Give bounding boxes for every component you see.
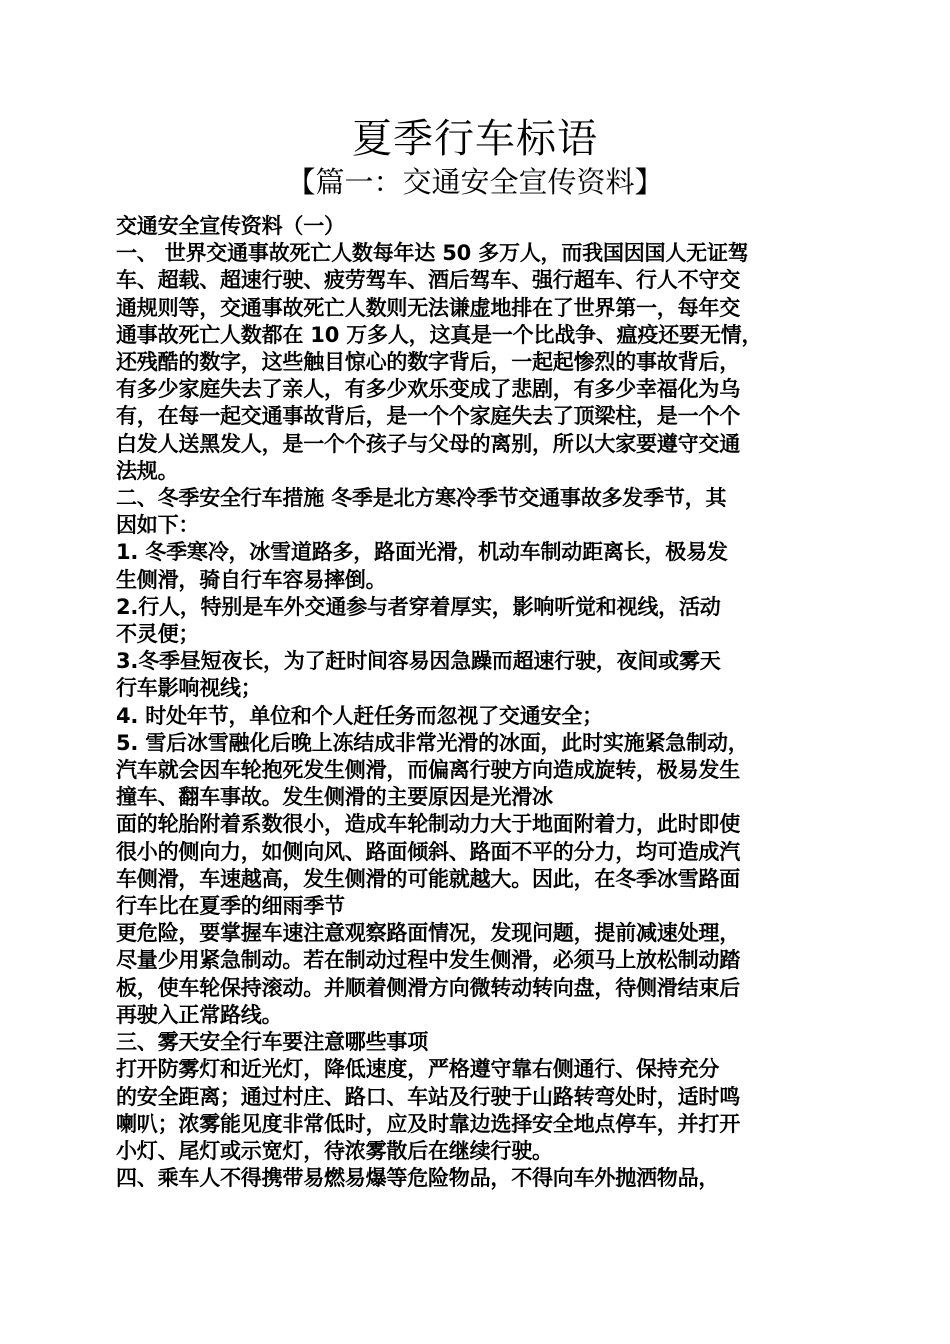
body-line: 法规。 (116, 458, 179, 483)
body-line: 车、超载、超速行驶、疲劳驾车、酒后驾车、强行超车、行人不守交 (116, 268, 740, 293)
body-line: 撞车、翻车事故。发生侧滑的主要原因是光滑冰 (116, 785, 553, 810)
body-line: 有，在每一起交通事故背后，是一个个家庭失去了顶梁柱，是一个个 (116, 404, 740, 429)
body-line: 很小的侧向力，如侧向风、路面倾斜、路面不平的分力，均可造成汽 (116, 839, 740, 864)
body-line: 还残酷的数字，这些触目惊心的数字背后，一起起惨烈的事故背后， (116, 350, 740, 375)
body-line: 的安全距离；通过村庄、路口、车站及行驶于山路转弯处时，适时鸣 (116, 1084, 740, 1109)
body-line: 行车影响视线； (116, 676, 262, 701)
body-line: 再驶入正常路线。 (116, 1002, 283, 1027)
body-line: 小灯、尾灯或示宽灯，待浓雾散后在继续行驶。 (116, 1138, 553, 1163)
body-line: 白发人送黑发人，是一个个孩子与父母的离别，所以大家要遵守交通 (116, 431, 740, 456)
document-subtitle: 【篇一：交通安全宣传资料】 (286, 165, 664, 199)
body-line: 板，使车轮保持滚动。并顺着侧滑方向微转动转向盘，待侧滑结束后 (116, 975, 740, 1000)
body-line: 交通安全宣传资料（一） (116, 214, 345, 238)
body-line: 行车比在夏季的细雨季节 (116, 894, 345, 919)
body-line: 汽车就会因车轮抱死发生侧滑，而偏离行驶方向造成旋转，极易发生 (116, 758, 740, 783)
document-body (116, 213, 836, 1192)
body-line: 三、雾天安全行车要注意哪些事项 (116, 1030, 428, 1055)
body-line: 通事故死亡人数都在 10 万多人，这真是一个比战争、瘟疫还要无情， (116, 322, 763, 347)
body-line: 因如下： (116, 513, 200, 538)
body-line: 5. 雪后冰雪融化后晚上冻结成非常光滑的冰面，此时实施紧急制动， (116, 730, 749, 755)
body-line: 2.行人，特别是车外交通参与者穿着厚实，影响听觉和视线，活动 (116, 594, 721, 619)
body-line: 尽量少用紧急制动。若在制动过程中发生侧滑，必须马上放松制动踏 (116, 948, 740, 973)
document-title: 夏季行车标语 (352, 116, 598, 162)
body-line: 车侧滑，车速越高，发生侧滑的可能就越大。因此，在冬季冰雪路面 (116, 866, 740, 891)
body-line: 生侧滑，骑自行车容易摔倒。 (116, 567, 387, 592)
body-line: 4. 时处年节，单位和个人赶任务而忽视了交通安全； (116, 703, 603, 728)
body-line: 通规则等，交通事故死亡人数则无法谦虚地排在了世界第一，每年交 (116, 295, 740, 320)
body-line: 一、 世界交通事故死亡人数每年达 50 多万人，而我国因国人无证驾 (116, 241, 749, 266)
body-line: 喇叭；浓雾能见度非常低时，应及时靠边选择安全地点停车，并打开 (116, 1111, 740, 1136)
body-line: 四、乘车人不得携带易燃易爆等危险物品，不得向车外抛洒物品， (116, 1166, 720, 1191)
body-line: 有多少家庭失去了亲人，有多少欢乐变成了悲剧，有多少幸福化为乌 (116, 377, 740, 402)
body-line: 3.冬季昼短夜长，为了赶时间容易因急躁而超速行驶，夜间或雾天 (116, 649, 721, 674)
body-line: 不灵便； (116, 622, 200, 647)
body-line: 打开防雾灯和近光灯，降低速度，严格遵守靠右侧通行、保持充分 (116, 1057, 720, 1082)
body-line: 1. 冬季寒冷，冰雪道路多，路面光滑，机动车制动距离长，极易发 (116, 540, 728, 565)
body-line: 二、冬季安全行车措施 冬季是北方寒冷季节交通事故多发季节，其 (116, 486, 727, 511)
body-line: 更危险，要掌握车速注意观察路面情况，发现问题，提前减速处理， (116, 921, 740, 946)
body-line: 面的轮胎附着系数很小，造成车轮制动力大于地面附着力，此时即使 (116, 812, 740, 837)
